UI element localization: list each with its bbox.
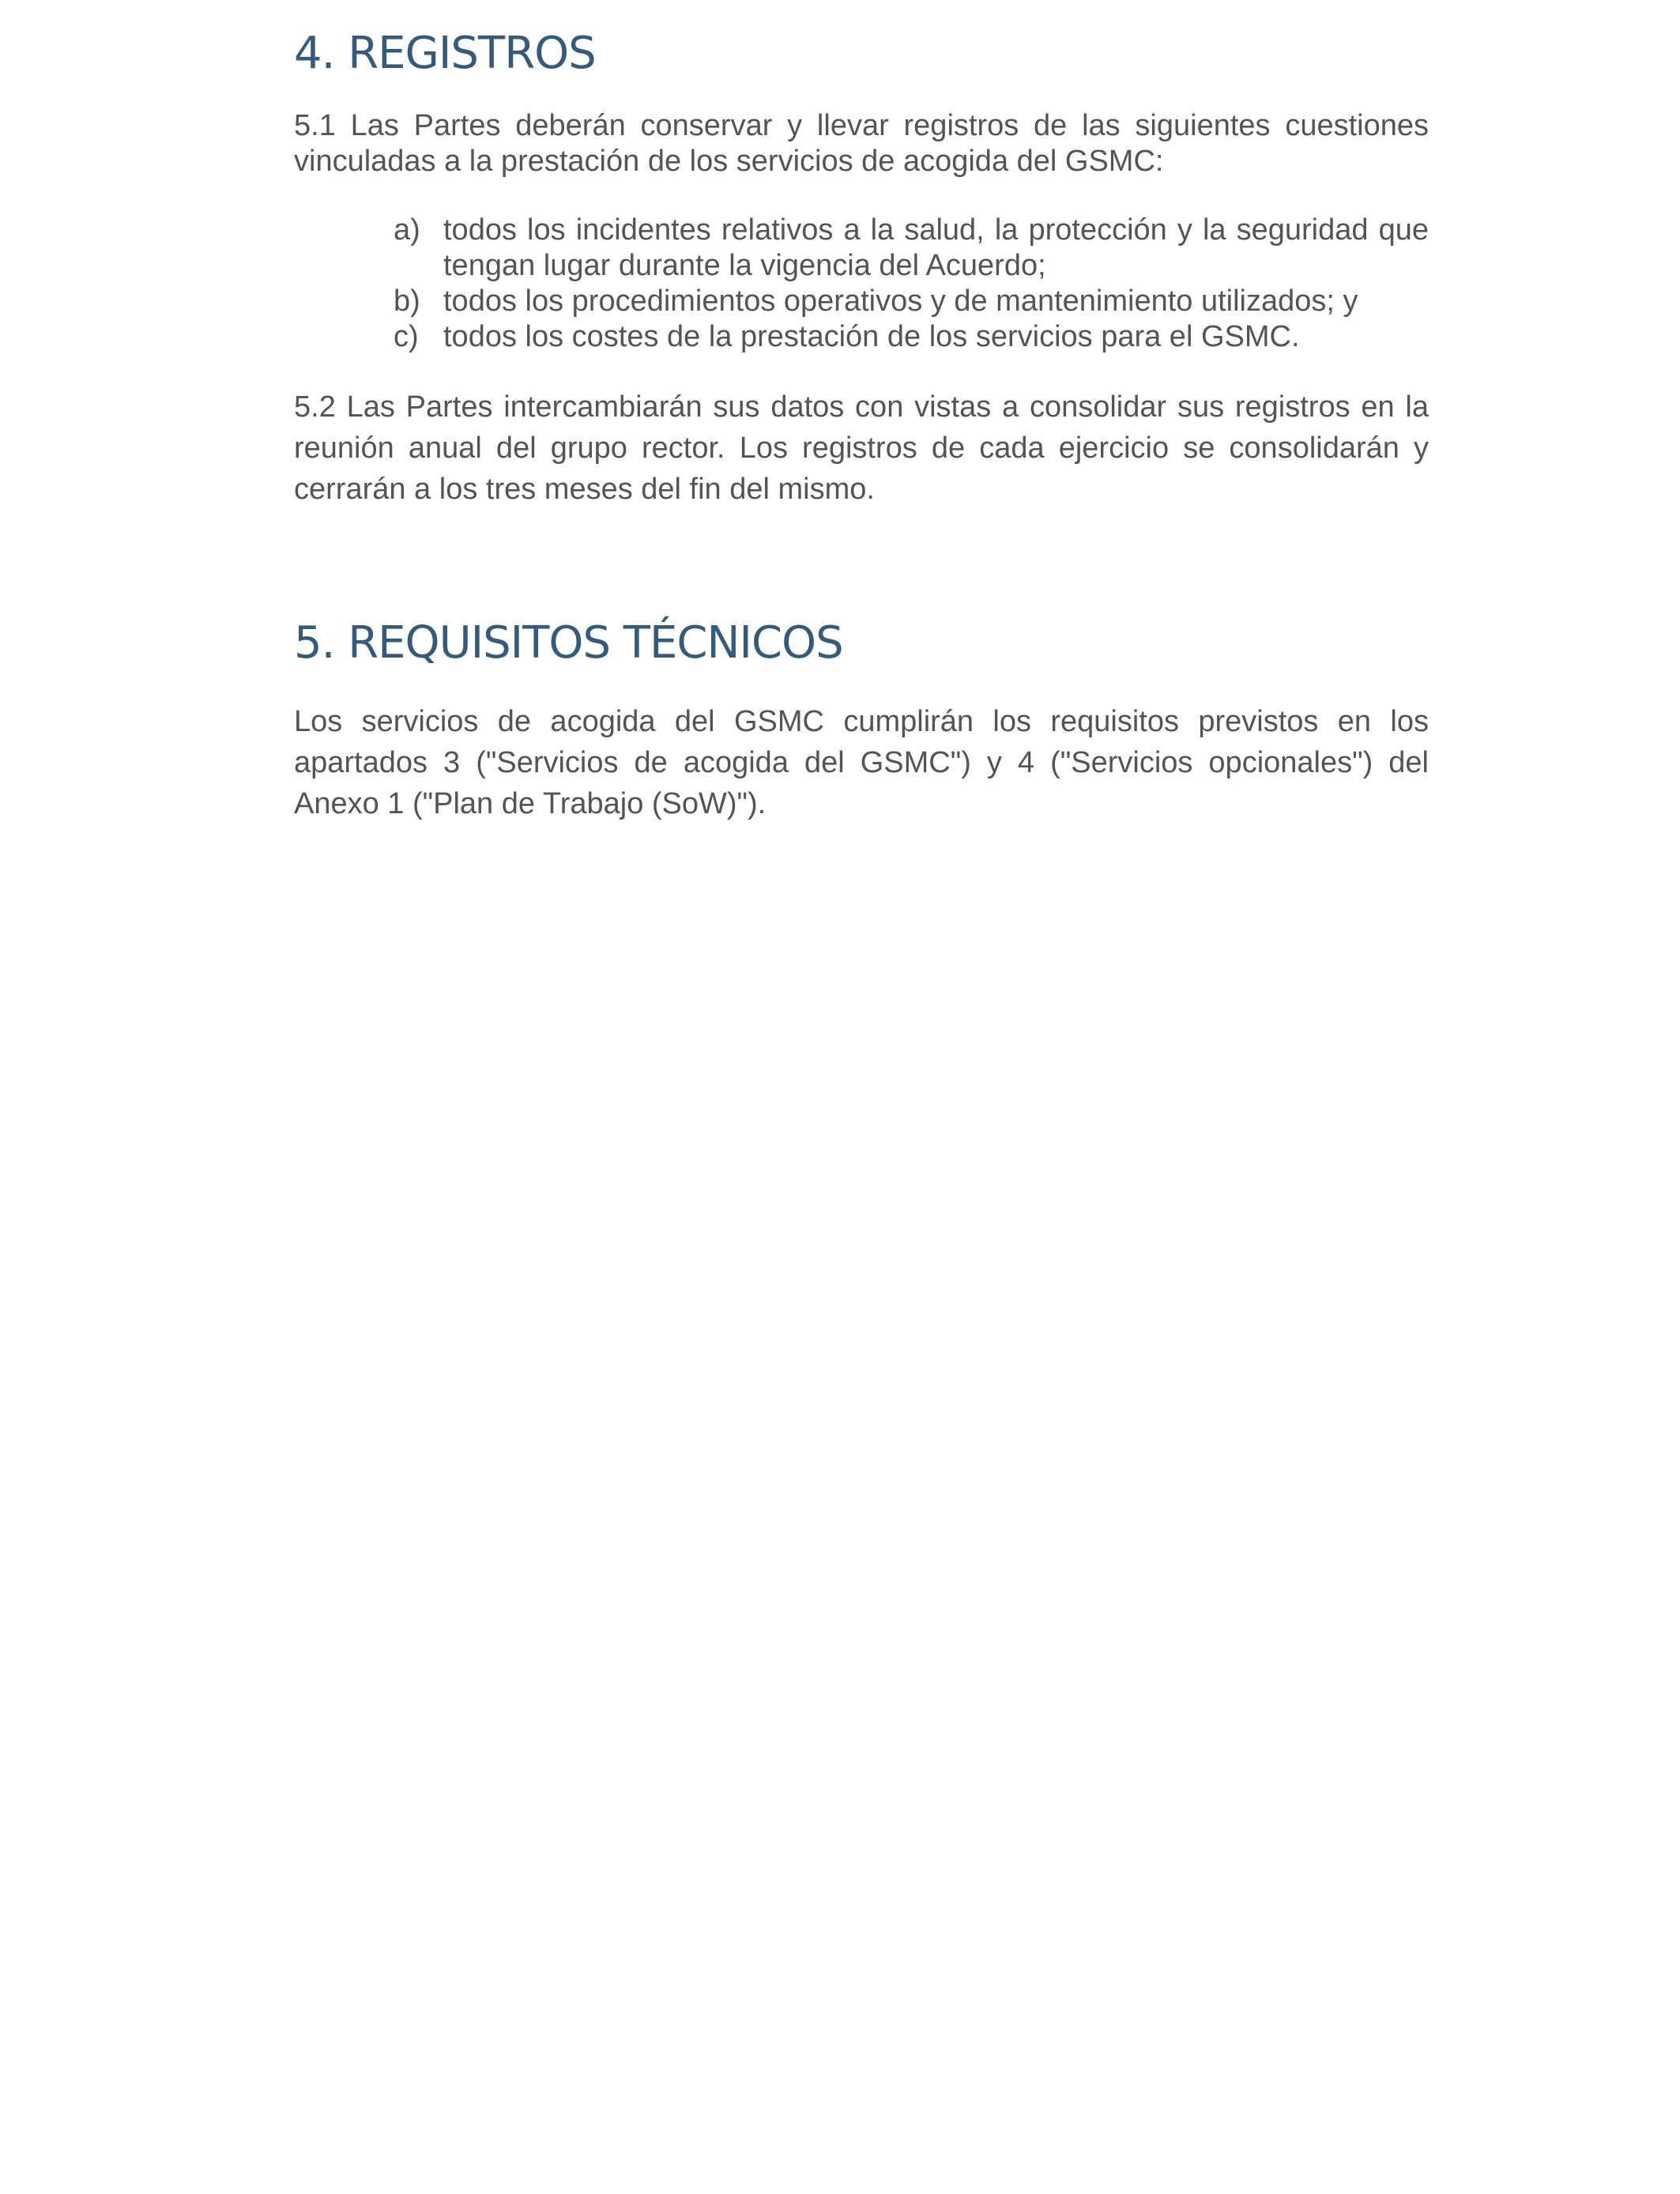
list-marker: a) <box>394 213 420 247</box>
list-item <box>294 319 1429 355</box>
paragraph-5-1: 5.1 Las Partes deberán conservar y llevar registros de las siguientes cuestiones vinculadas a la prestación de los servicios de acogida del GSMC: <box>294 109 1429 179</box>
document-page <box>294 0 1429 824</box>
section-heading-registros: 4. REGISTROS <box>294 28 596 79</box>
list-marker: b) <box>394 285 420 319</box>
list-item <box>294 213 1429 284</box>
paragraph-5-2: 5.2 Las Partes intercambiarán sus datos con vistas a consolidar sus registros en la reunión anual del grupo rector. Los registros de cada ejercicio se consolidarán y cerrarán a los tres meses del fin del mismo. <box>294 390 1429 507</box>
records-list <box>294 213 1429 355</box>
list-item <box>294 284 1429 319</box>
list-item-text: todos los procedimientos operativos y de mantenimiento utilizados; y <box>443 285 1358 319</box>
section-heading-requisitos-tecnicos: 5. REQUISITOS TÉCNICOS <box>294 617 843 669</box>
list-marker: c) <box>394 320 419 354</box>
list-item-text: todos los incidentes relativos a la salud, la protección y la seguridad que tengan lugar durante la vigencia del Acuerdo; <box>443 213 1429 283</box>
list-item-text: todos los costes de la prestación de los servicios para el GSMC. <box>443 320 1300 354</box>
paragraph-requisitos: Los servicios de acogida del GSMC cumplirán los requisitos previstos en los apartados 3 ("Servicios de acogida del GSMC") y 4 ("Servicios opcionales") del Anexo 1 ("Plan de Trabajo (SoW)"). <box>294 705 1429 821</box>
